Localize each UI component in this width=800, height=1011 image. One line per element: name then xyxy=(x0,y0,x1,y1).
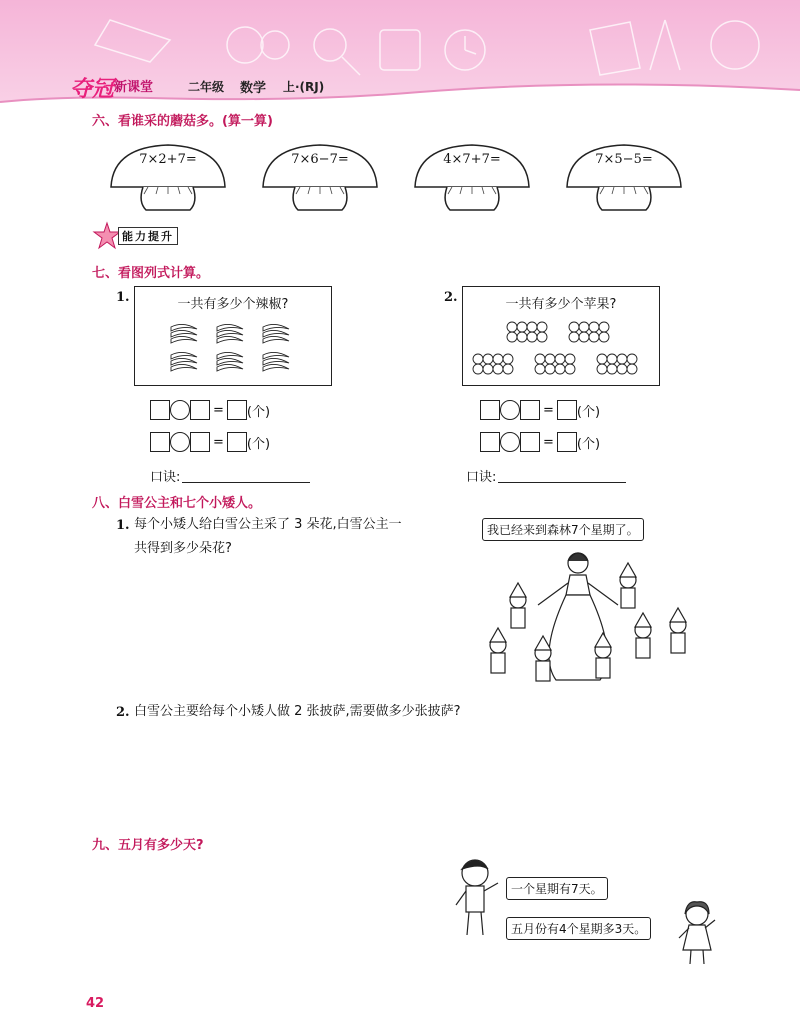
q8-2-number: 2. xyxy=(116,705,130,720)
unit-label: (个) xyxy=(246,436,271,452)
mushroom-equation: 4×7+7= xyxy=(443,152,501,167)
section-6-title: 六、看谁采的蘑菇多。(算一算) xyxy=(92,114,273,129)
operator-circle[interactable] xyxy=(170,432,190,452)
apple-picture-box xyxy=(462,286,660,386)
answer-box[interactable] xyxy=(480,400,500,420)
answer-box[interactable] xyxy=(557,400,577,420)
q8-1-number: 1. xyxy=(116,518,130,533)
answer-row-1 xyxy=(150,400,270,420)
brand-logo: 夺冠 xyxy=(70,76,115,102)
koujue-label: 口诀: xyxy=(466,470,497,485)
unit-label: (个) xyxy=(246,404,271,420)
section-9-title: 九、五月有多少天? xyxy=(92,838,204,853)
koujue-row xyxy=(466,466,626,485)
answer-box[interactable] xyxy=(150,432,170,452)
q8-1-line1: 每个小矮人给白雪公主采了 3 朵花,白雪公主一 xyxy=(134,517,402,532)
section-6-note: (算一算) xyxy=(222,114,273,129)
mushroom-equation: 7×2+7= xyxy=(139,152,197,167)
koujue-line[interactable] xyxy=(498,468,626,483)
subject-label: 数学 xyxy=(240,81,267,96)
mushroom-4 xyxy=(564,142,684,222)
operator-circle[interactable] xyxy=(500,432,520,452)
answer-box[interactable] xyxy=(520,400,540,420)
equals-sign: = xyxy=(213,434,224,450)
answer-row-1 xyxy=(480,400,600,420)
pepper-question: 一共有多少个辣椒? xyxy=(177,297,289,312)
mushroom-equation: 7×6−7= xyxy=(291,152,349,167)
girl-speech: 五月份有4个星期多3天。 xyxy=(506,917,651,940)
operator-circle[interactable] xyxy=(170,400,190,420)
ability-badge xyxy=(92,221,196,251)
answer-row-2 xyxy=(480,432,600,452)
unit-label: (个) xyxy=(576,404,601,420)
ability-label: 能力提升 xyxy=(118,227,178,245)
q7-1-number: 1. xyxy=(116,290,130,305)
q8-1-text xyxy=(134,513,474,561)
girl-icon xyxy=(675,898,725,968)
answer-box[interactable] xyxy=(227,432,247,452)
mushroom-1 xyxy=(108,142,228,222)
page-number: 42 xyxy=(86,996,105,1011)
koujue-row xyxy=(150,466,310,485)
equals-sign: = xyxy=(543,402,554,418)
q8-2-text: 白雪公主要给每个小矮人做 2 张披萨,需要做多少张披萨? xyxy=(134,704,461,719)
unit-label: (个) xyxy=(576,436,601,452)
operator-circle[interactable] xyxy=(500,400,520,420)
koujue-label: 口诀: xyxy=(150,470,181,485)
equals-sign: = xyxy=(213,402,224,418)
brand-bar xyxy=(70,70,325,104)
equals-sign: = xyxy=(543,434,554,450)
snow-white-dwarfs-illustration xyxy=(478,545,698,690)
answer-box[interactable] xyxy=(480,432,500,452)
q8-1-line2: 共得到多少朵花? xyxy=(134,541,232,556)
answer-box[interactable] xyxy=(557,432,577,452)
mushroom-3 xyxy=(412,142,532,222)
answer-row-2 xyxy=(150,432,270,452)
section-7-title: 七、看图列式计算。 xyxy=(92,266,210,281)
answer-box[interactable] xyxy=(520,432,540,452)
boy-speech: 一个星期有7天。 xyxy=(506,877,608,900)
brand-series: 新课堂 xyxy=(114,80,154,95)
answer-box[interactable] xyxy=(227,400,247,420)
section-8-title: 八、白雪公主和七个小矮人。 xyxy=(92,496,262,511)
mushroom-equation: 7×5−5= xyxy=(595,152,653,167)
grade-label: 二年级 xyxy=(188,80,225,94)
answer-box[interactable] xyxy=(190,432,210,452)
snow-white-speech: 我已经来到森林7个星期了。 xyxy=(482,518,644,541)
koujue-line[interactable] xyxy=(182,468,310,483)
q7-2-number: 2. xyxy=(444,290,458,305)
apple-question: 一共有多少个苹果? xyxy=(505,297,617,312)
mushroom-2 xyxy=(260,142,380,222)
answer-box[interactable] xyxy=(150,400,170,420)
pepper-picture-box xyxy=(134,286,332,386)
version-label: 上·(RJ) xyxy=(283,80,325,94)
boy-icon xyxy=(450,855,510,940)
answer-box[interactable] xyxy=(190,400,210,420)
